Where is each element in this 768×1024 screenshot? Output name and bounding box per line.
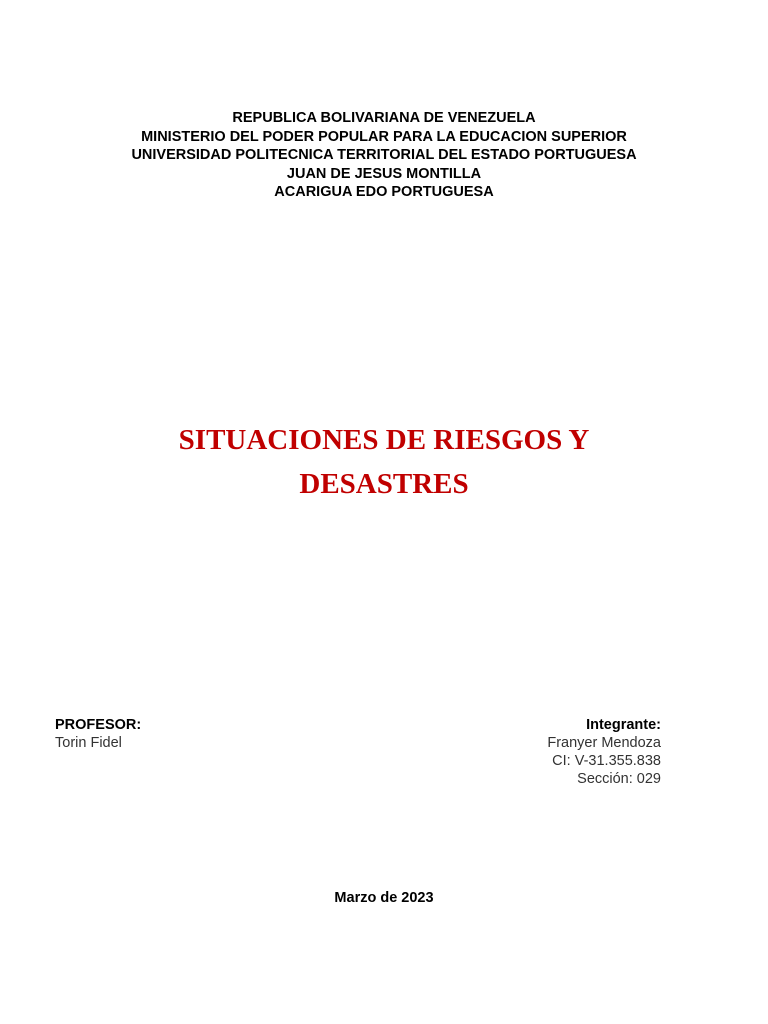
document-date: Marzo de 2023 xyxy=(334,890,434,906)
professor-name: Torin Fidel xyxy=(55,735,122,751)
student-name: Franyer Mendoza xyxy=(547,735,661,751)
student-section: Sección: 029 xyxy=(577,771,661,787)
student-block xyxy=(547,716,661,788)
student-label: Integrante: xyxy=(586,717,661,733)
document-title xyxy=(0,418,768,506)
header-line-republic: REPUBLICA BOLIVARIANA DE VENEZUELA xyxy=(232,110,536,126)
institution-header xyxy=(0,109,768,202)
header-line-ministry: MINISTERIO DEL PODER POPULAR PARA LA EDUCACION SUPERIOR xyxy=(141,128,627,145)
title-line-2: DESASTRES xyxy=(299,468,469,500)
header-line-university: UNIVERSIDAD POLITECNICA TERRITORIAL DEL ESTADO PORTUGUESA xyxy=(131,147,637,163)
header-line-campus: JUAN DE JESUS MONTILLA xyxy=(286,165,482,182)
professor-block xyxy=(55,716,141,752)
student-id: CI: V-31.355.838 xyxy=(552,753,661,769)
professor-label: PROFESOR: xyxy=(55,717,142,733)
header-line-location: ACARIGUA EDO PORTUGUESA xyxy=(274,184,494,200)
title-line-1: SITUACIONES DE RIESGOS Y xyxy=(178,424,590,456)
